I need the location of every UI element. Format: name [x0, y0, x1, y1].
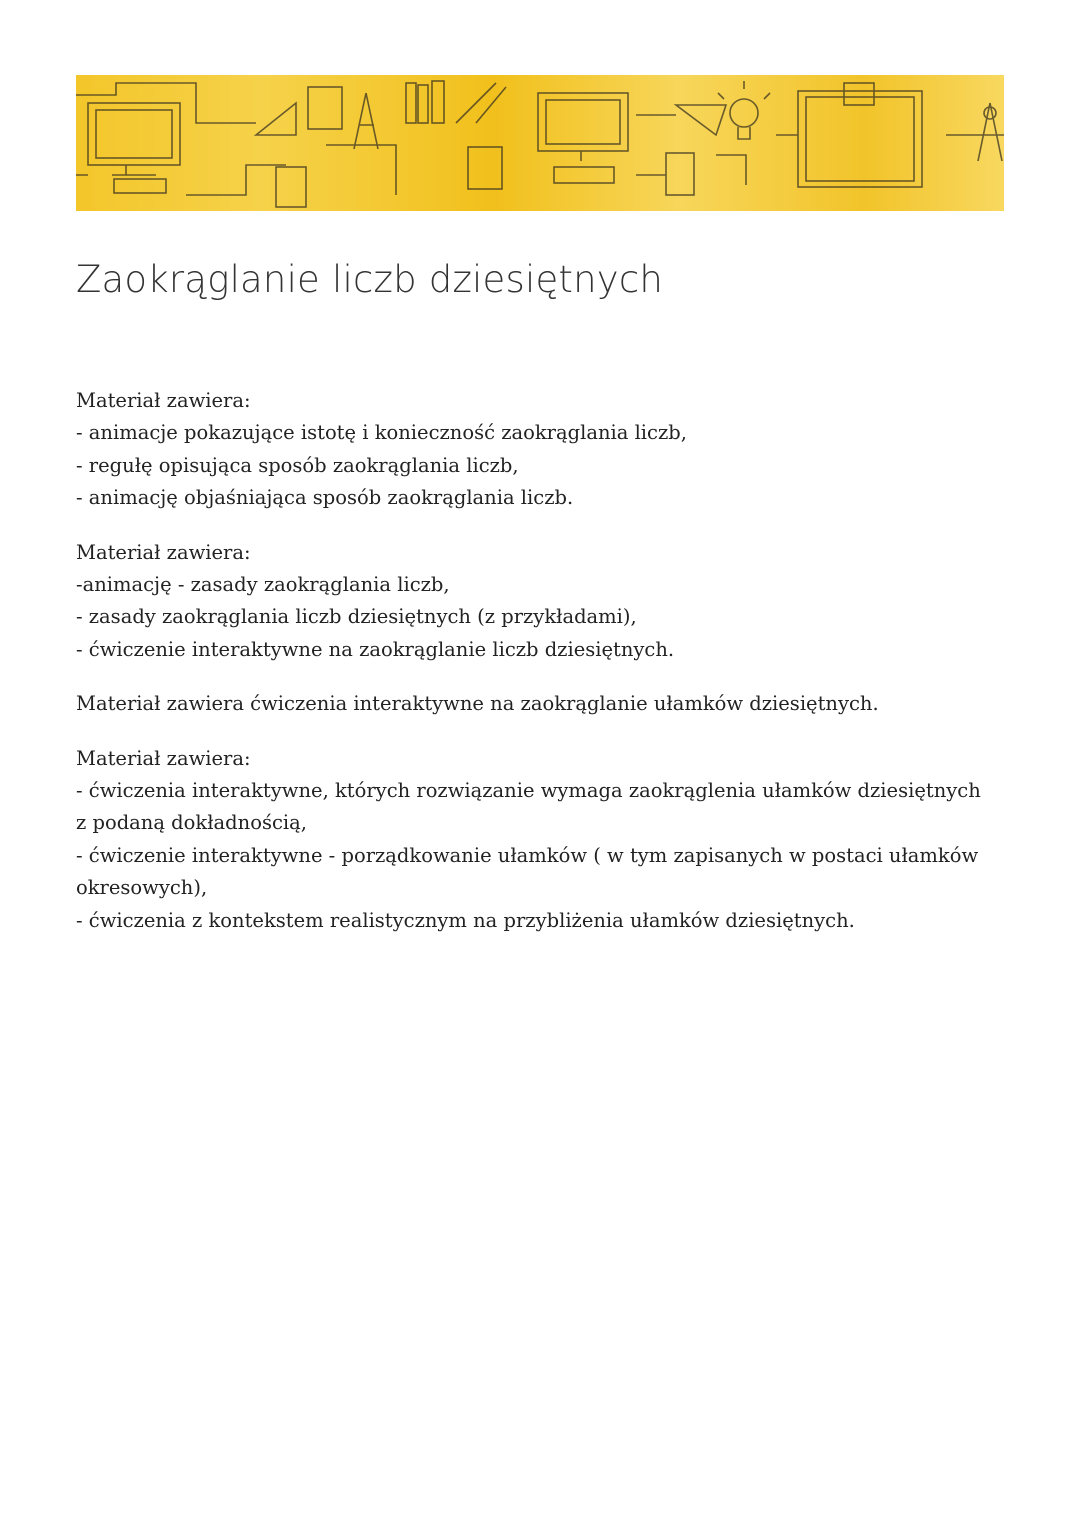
text-line: z podaną dokładnością, — [76, 811, 307, 835]
text-line: - animację objaśniająca sposób zaokrąglania liczb. — [76, 486, 574, 510]
text-line: - ćwiczenia z kontekstem realistycznym na przybliżenia ułamków dziesiętnych. — [76, 908, 855, 932]
text-line: - ćwiczenie interaktywne na zaokrąglanie liczb dziesiętnych. — [76, 637, 675, 661]
header-banner — [76, 75, 1004, 211]
material-description-2 — [76, 537, 1016, 667]
text-line: - zasady zaokrąglania liczb dziesiętnych (z przykładami), — [76, 605, 637, 629]
text-line: okresowych), — [76, 876, 208, 900]
material-description-4 — [76, 743, 1016, 937]
material-description-1 — [76, 385, 1016, 515]
text-line: - ćwiczenie interaktywne - porządkowanie ułamków ( w tym zapisanych w postaci ułamków — [76, 843, 979, 867]
text-line: - animacje pokazujące istotę i konieczność zaokrąglania liczb, — [76, 421, 687, 445]
text-line: -animację - zasady zaokrąglania liczb, — [76, 573, 450, 597]
text-line: Materiał zawiera: — [76, 389, 251, 412]
material-description-3 — [76, 688, 1016, 720]
text-line: Materiał zawiera: — [76, 746, 251, 770]
text-line: Materiał zawiera: — [76, 540, 251, 564]
document-body — [76, 385, 1016, 959]
text-line: - regułę opisująca sposób zaokrąglania liczb, — [76, 453, 519, 477]
text-line: Materiał zawiera ćwiczenia interaktywne na zaokrąglanie ułamków dziesiętnych. — [76, 692, 879, 716]
text-line: - ćwiczenia interaktywne, których rozwiązanie wymaga zaokrąglenia ułamków dziesiętnych — [76, 779, 981, 803]
page-title: Zaokrąglanie liczb dziesiętnych — [76, 258, 664, 301]
school-supplies-banner-icon — [76, 75, 1004, 211]
